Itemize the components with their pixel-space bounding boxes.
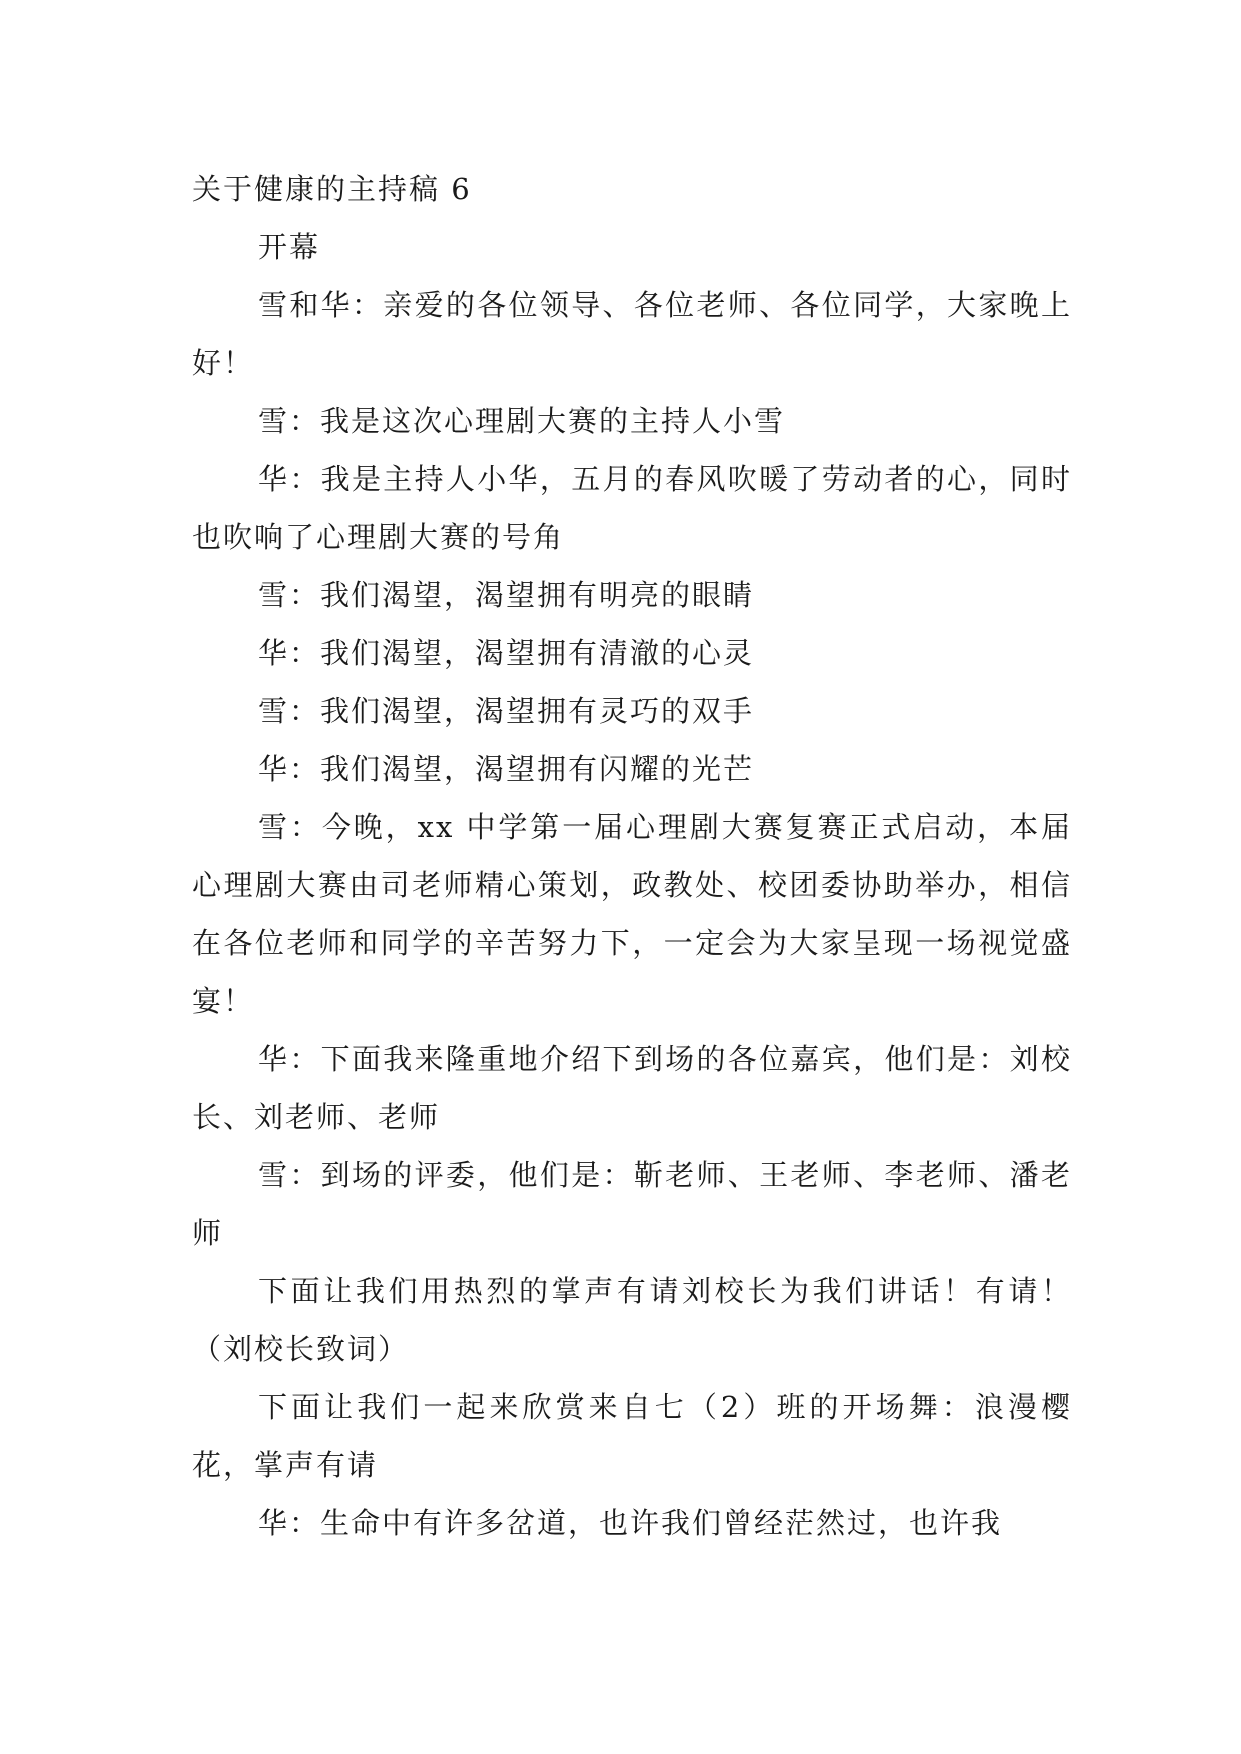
- paragraph: 雪：到场的评委，他们是：靳老师、王老师、李老师、潘老师: [192, 1158, 1072, 1250]
- paragraph: 雪：我们渴望，渴望拥有明亮的眼睛: [258, 578, 755, 612]
- paragraph: 华：生命中有许多岔道，也许我们曾经茫然过，也许我: [258, 1506, 1003, 1540]
- paragraph: 雪：今晚，xx 中学第一届心理剧大赛复赛正式启动，本届心理剧大赛由司老师精心策划，政教处、校团委协助举办，相信在各位老师和同学的辛苦努力下，一定会为大家呈现一场视觉盛宴！: [192, 810, 1072, 1018]
- paragraph: 下面让我们一起来欣赏来自七（2）班的开场舞：浪漫樱花，掌声有请: [192, 1390, 1072, 1482]
- paragraph: 雪和华：亲爱的各位领导、各位老师、各位同学，大家晚上好！: [192, 288, 1072, 380]
- paragraph: 华：我们渴望，渴望拥有清澈的心灵: [258, 636, 755, 670]
- paragraph: 华：我是主持人小华，五月的春风吹暖了劳动者的心，同时也吹响了心理剧大赛的号角: [192, 462, 1072, 554]
- paragraph-opening: 开幕: [258, 230, 321, 264]
- document-body: [192, 160, 1072, 1552]
- paragraph: 下面让我们用热烈的掌声有请刘校长为我们讲话！有请！（刘校长致词）: [192, 1274, 1072, 1366]
- document-title: 关于健康的主持稿 6: [192, 172, 472, 206]
- paragraph: 雪：我是这次心理剧大赛的主持人小雪: [258, 404, 786, 438]
- paragraph: 华：我们渴望，渴望拥有闪耀的光芒: [258, 752, 755, 786]
- paragraph: 华：下面我来隆重地介绍下到场的各位嘉宾，他们是：刘校长、刘老师、老师: [192, 1042, 1072, 1134]
- paragraph: 雪：我们渴望，渴望拥有灵巧的双手: [258, 694, 755, 728]
